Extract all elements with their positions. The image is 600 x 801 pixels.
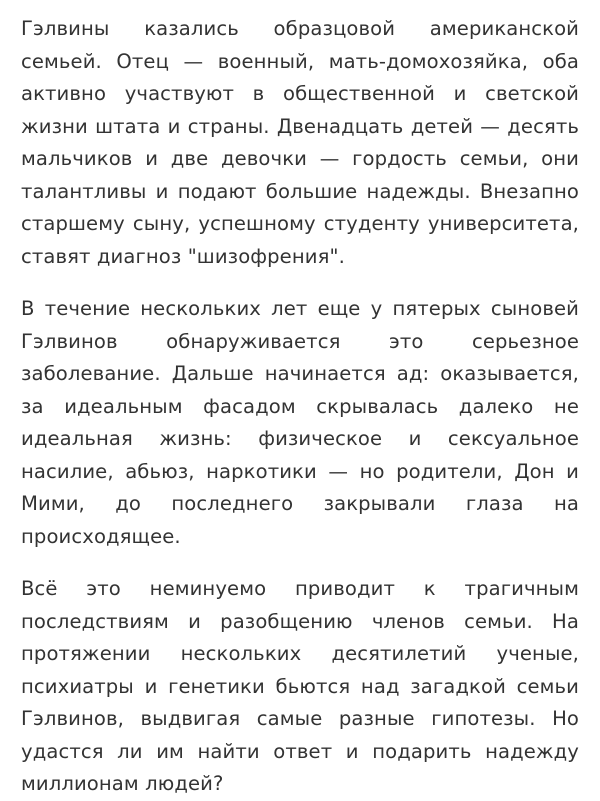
description-paragraph-2: В течение нескольких лет еще у пятерых сыновей Гэлвинов обнаруживается это серьезное заболевание. Дальше начинается ад: оказывается, за идеальным фасадом скрывалась далеко не идеальная жизнь: физическое и сексуальное насилие, абьюз, наркотики — но родители, Дон и Мими, до последнего закрывали глаза на происходящее. — [21, 297, 579, 548]
description-paragraph-3: Всё это неминуемо приводит к трагичным последствиям и разобщению членов семьи. На протяжении нескольких десятилетий ученые, психиатры и генетики бьются над загадкой семьи Гэлвинов, выдвигая самые разные гипотезы. Но удастся ли им найти ответ и подарить надежду миллионам людей? — [21, 577, 579, 795]
description-paragraph-1: Гэлвины казались образцовой американской семьей. Отец — военный, мать-домохозяйка, оба активно участвуют в общественной и светской жизни штата и страны. Двенадцать детей — десять мальчиков и две девочки — гордость семьи, они талантливы и подают большие надежды. Внезапно старшему сыну, успешному студенту университета, ставят диагноз "шизофрения". — [21, 17, 579, 268]
